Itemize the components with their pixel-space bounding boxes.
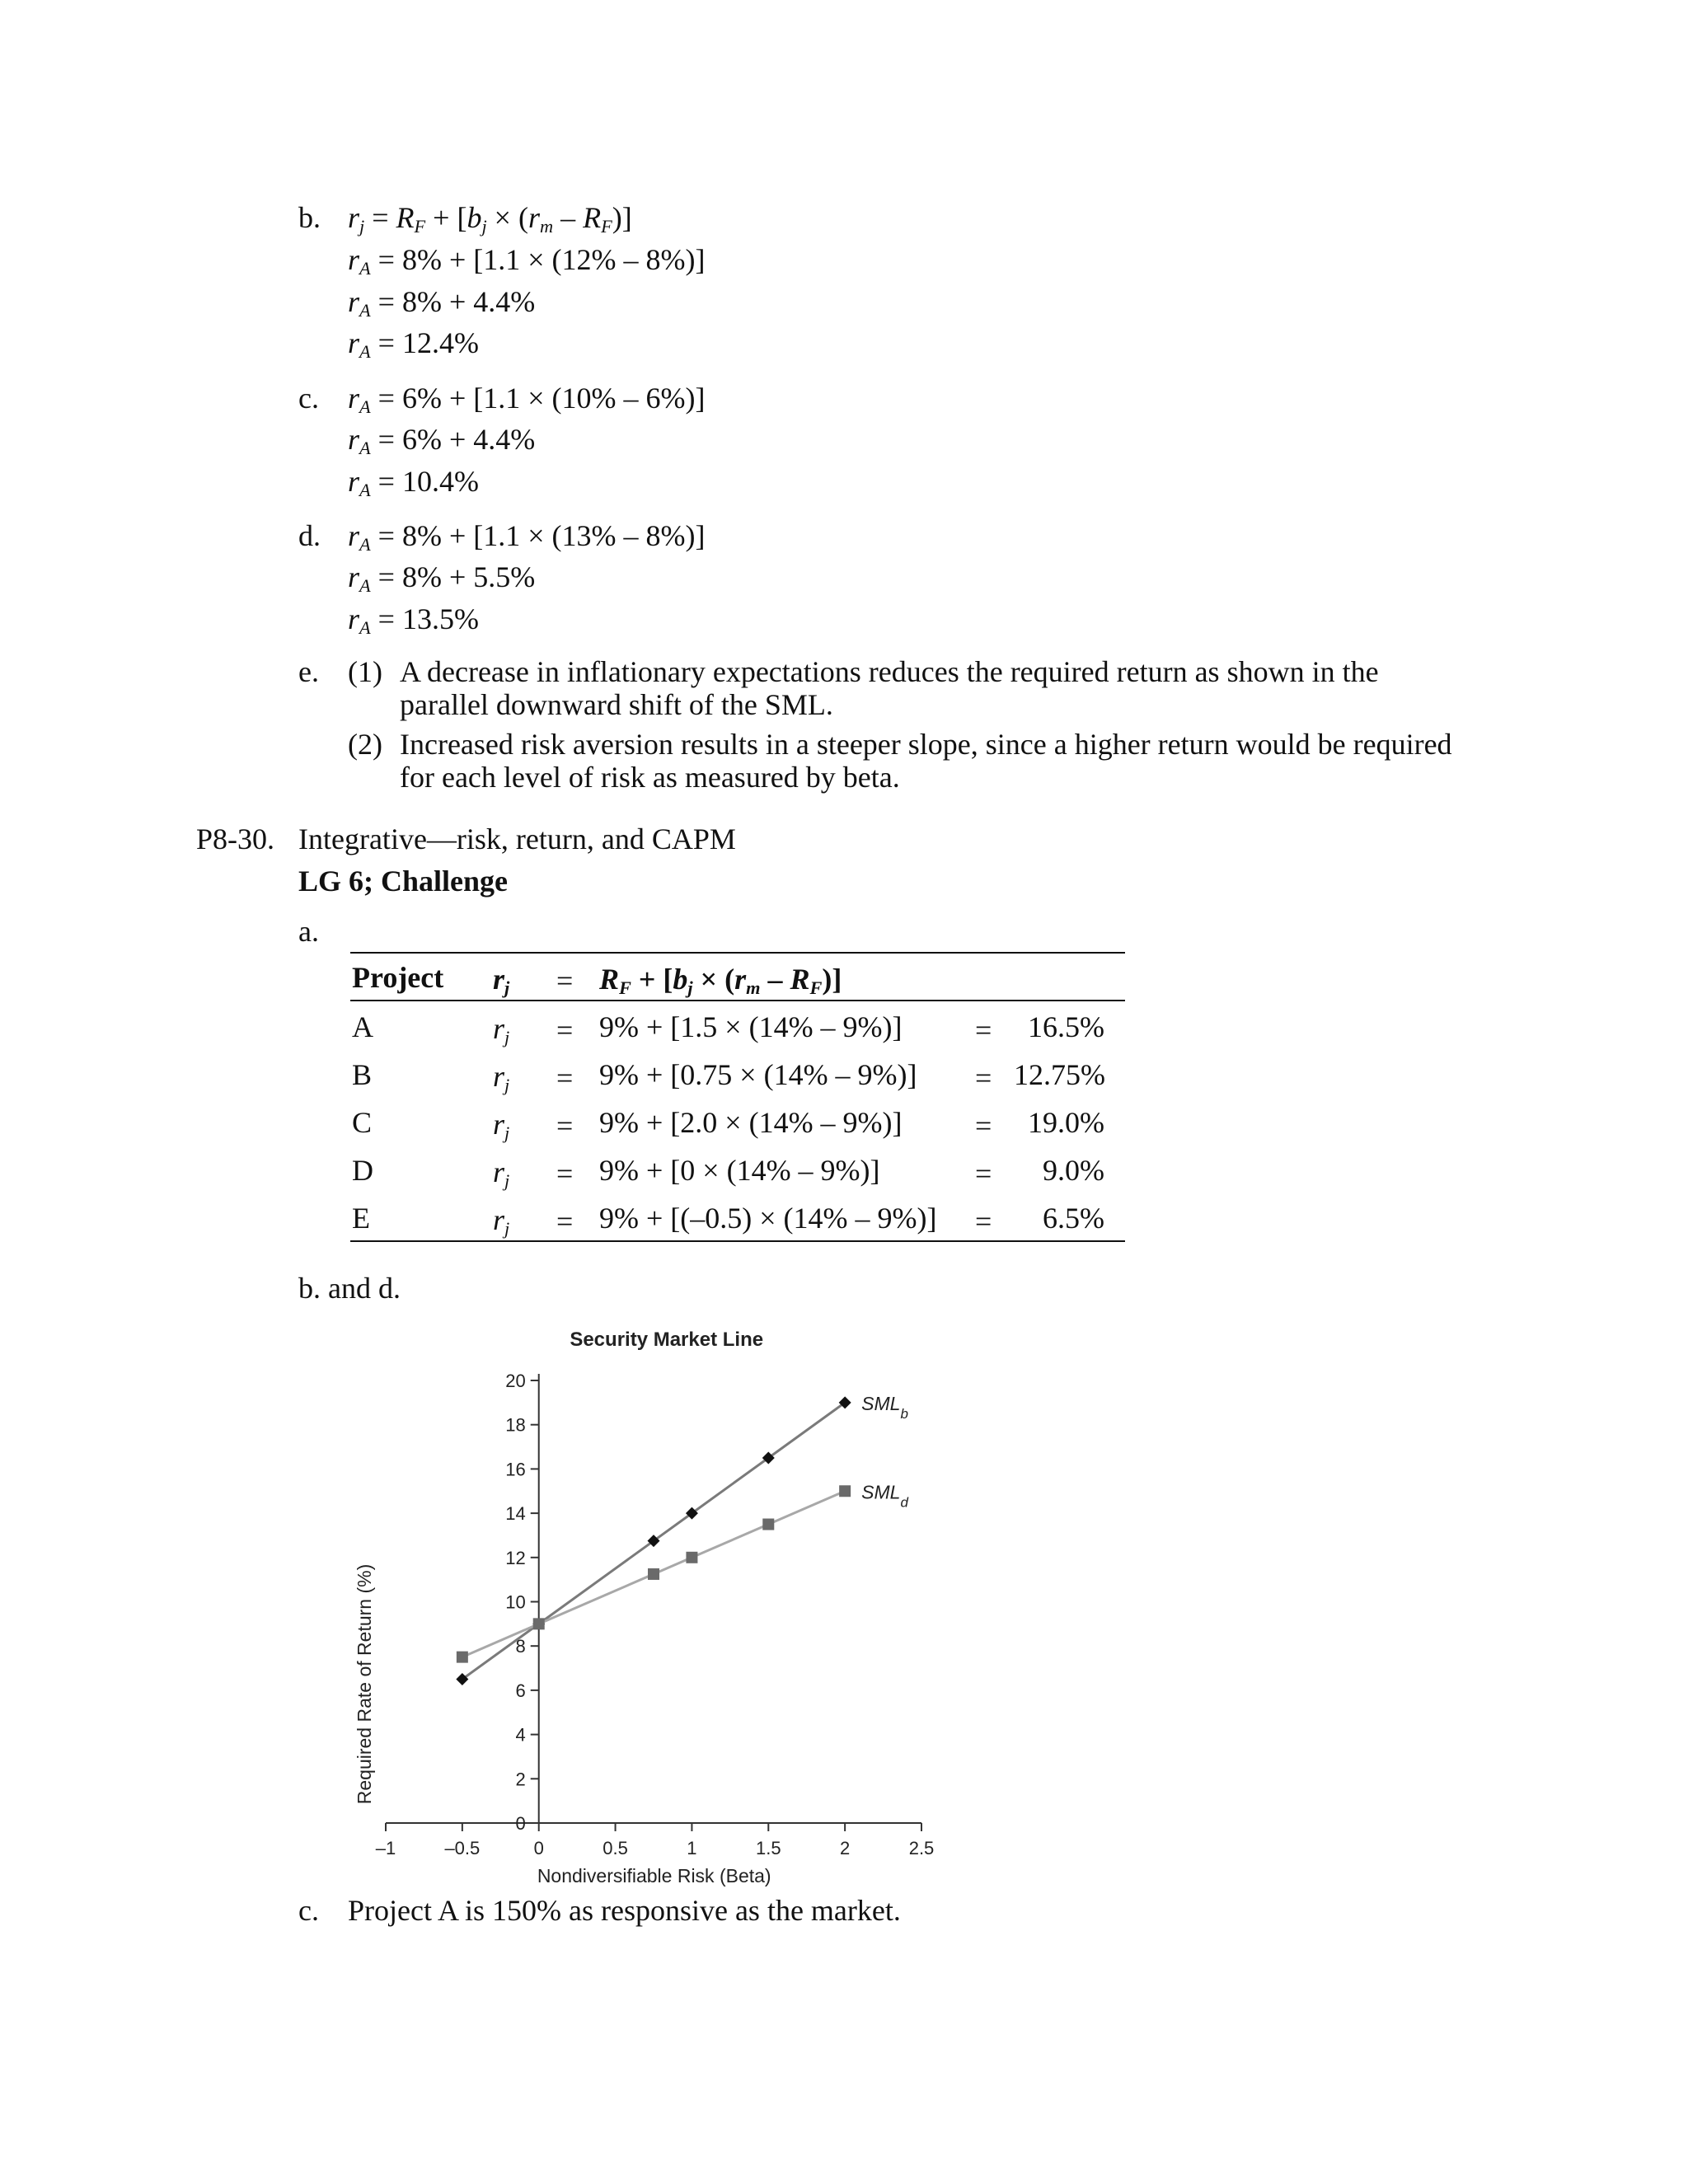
y-tick-label: 12	[505, 1547, 526, 1568]
table-header-eq: =	[556, 964, 574, 997]
part-b-label: b.	[298, 201, 321, 234]
data-point-square	[686, 1552, 697, 1563]
minus: –	[553, 201, 584, 234]
chart-title: Security Market Line	[570, 1329, 764, 1351]
y-tick-label: 20	[505, 1371, 526, 1391]
y-tick-label: 6	[515, 1680, 526, 1701]
sub-F2: F	[601, 216, 612, 237]
end: )]	[822, 963, 842, 996]
data-point-square	[762, 1519, 774, 1530]
data-point-square	[839, 1485, 851, 1497]
x-tick-label: –1	[375, 1838, 396, 1858]
times: × (	[692, 963, 735, 996]
series-label-d: $SML_d$	[861, 1481, 908, 1510]
eq: =	[364, 201, 396, 234]
part-e-item2-line1: Increased risk aversion results in a steeper slope, since a higher return would be required	[400, 728, 1452, 761]
y-axis-label: Required Rate of Return (%)	[354, 1563, 375, 1805]
x-tick-label: 1	[687, 1838, 697, 1858]
sub-F: F	[414, 216, 426, 237]
part-bd-label: b. and d.	[298, 1272, 401, 1305]
x-axis-label: Nondiversifiable Risk (Beta)	[537, 1865, 771, 1886]
table-row-formula: 9% + [0 × (14% – 9%)]	[599, 1154, 880, 1187]
part-e-item1-line2: parallel downward shift of the SML.	[400, 688, 833, 721]
sub-j: j	[504, 1122, 510, 1144]
end: )]	[612, 201, 632, 234]
part-e-item1-num: (1)	[348, 655, 382, 688]
table-header-formula	[599, 963, 842, 999]
data-point-square	[648, 1568, 659, 1580]
sub-A: A	[359, 258, 371, 279]
table-row-rj	[493, 1060, 510, 1096]
sub-A: A	[359, 341, 371, 363]
expr: = 8% + [1.1 × (12% – 8%)]	[377, 243, 706, 276]
minus: –	[760, 963, 790, 996]
y-tick-label: 4	[515, 1724, 526, 1746]
y-tick-label: 0	[515, 1813, 526, 1834]
expr: = 12.4%	[377, 326, 479, 359]
table-row-rj	[493, 1155, 510, 1192]
var-r: r	[348, 201, 360, 234]
var-r: r	[493, 1155, 505, 1188]
var-r: r	[348, 243, 360, 276]
sub-A: A	[359, 300, 371, 321]
y-tick-label: 8	[515, 1636, 526, 1657]
var-r: r	[348, 560, 360, 593]
var-r: r	[348, 326, 360, 359]
sub-j: j	[687, 977, 693, 999]
x-tick-label: 0.5	[603, 1838, 628, 1858]
table-row-eq2: =	[975, 1205, 992, 1238]
sub-j: j	[504, 1218, 510, 1240]
var-R2: R	[583, 201, 602, 234]
part-c2-label: c.	[298, 1894, 319, 1927]
part-b-line3	[348, 285, 536, 321]
part-e-item2-num: (2)	[348, 728, 382, 761]
part-b-line1	[348, 201, 632, 237]
part-c-line1	[348, 382, 706, 418]
table-header-rule	[350, 1000, 1125, 1001]
table-row-eq: =	[556, 1157, 574, 1190]
table-bottom-rule	[350, 1240, 1125, 1242]
y-tick-label: 14	[505, 1503, 526, 1525]
table-header-project: Project	[352, 961, 444, 994]
table-row-eq: =	[556, 1109, 574, 1142]
var-r: r	[734, 963, 747, 996]
sub-m: m	[746, 977, 761, 999]
var-r: r	[493, 1203, 505, 1236]
sub-j: j	[504, 1170, 510, 1192]
var-R: R	[396, 201, 415, 234]
table-row-eq: =	[556, 1205, 574, 1238]
var-b: b	[467, 201, 482, 234]
table-row-project: E	[352, 1202, 370, 1235]
part-c-line3	[348, 465, 479, 501]
table-top-rule	[350, 952, 1125, 954]
part-d-line3	[348, 602, 479, 639]
table-row-project: B	[352, 1058, 373, 1091]
expr: = 6% + 4.4%	[377, 423, 536, 456]
sub-F: F	[809, 977, 823, 999]
table-row-formula: 9% + [0.75 × (14% – 9%)]	[599, 1058, 917, 1091]
var-r: r	[348, 285, 360, 318]
table-row-project: A	[352, 1010, 373, 1043]
sub-j2: j	[481, 216, 487, 237]
x-tick-label: 2.5	[908, 1838, 935, 1858]
table-row-result: 9.0%	[1043, 1154, 1104, 1187]
x-tick-label: 2	[840, 1838, 851, 1858]
table-row-result: 6.5%	[1043, 1202, 1104, 1235]
var-R: R	[790, 963, 810, 996]
times: × (	[486, 201, 528, 234]
x-tick-label: 0	[533, 1838, 544, 1858]
y-tick-label: 10	[505, 1591, 526, 1613]
x-tick-label: 1.5	[755, 1838, 781, 1858]
part-d-line1	[348, 519, 706, 555]
sub-A: A	[359, 480, 371, 501]
var-r: r	[493, 963, 505, 996]
y-tick-label: 18	[505, 1414, 526, 1436]
table-row-rj	[493, 1108, 510, 1144]
var-R: R	[599, 963, 620, 996]
part-e-item1-line1: A decrease in inflationary expectations reduces the required return as shown in the	[400, 655, 1379, 688]
expr: = 10.4%	[377, 465, 479, 498]
expr: = 13.5%	[377, 602, 479, 635]
table-row-result: 16.5%	[1028, 1010, 1104, 1043]
sub-j: j	[504, 1027, 510, 1048]
x-tick-label: –0.5	[444, 1838, 481, 1858]
expr: = 6% + [1.1 × (10% – 6%)]	[377, 382, 706, 415]
part-e-label: e.	[298, 655, 319, 688]
var-r: r	[348, 519, 360, 552]
expr: = 8% + 4.4%	[377, 285, 536, 318]
table-row-eq: =	[556, 1014, 574, 1047]
sub-j: j	[359, 216, 365, 237]
expr: = 8% + [1.1 × (13% – 8%)]	[377, 519, 706, 552]
table-row-formula: 9% + [1.5 × (14% – 9%)]	[599, 1010, 903, 1043]
part-a-label: a.	[298, 915, 319, 948]
problem-number: P8-30.	[196, 823, 275, 855]
sub-A: A	[359, 617, 371, 639]
table-row-eq2: =	[975, 1062, 992, 1094]
sub-A: A	[359, 396, 371, 418]
part-c2-text: Project A is 150% as responsive as the market.	[348, 1894, 901, 1927]
table-row-formula: 9% + [(–0.5) × (14% – 9%)]	[599, 1202, 937, 1235]
table-row-formula: 9% + [2.0 × (14% – 9%)]	[599, 1106, 903, 1139]
table-row-project: C	[352, 1106, 373, 1139]
sub-F: F	[619, 977, 631, 999]
y-tick-label: 2	[515, 1769, 526, 1790]
table-row-rj	[493, 1203, 510, 1240]
table-row-eq2: =	[975, 1014, 992, 1047]
table-row-rj	[493, 1012, 510, 1048]
sml-chart	[330, 1319, 989, 1896]
problem-title: Integrative—risk, return, and CAPM	[298, 823, 736, 855]
var-r: r	[493, 1060, 505, 1093]
data-point-square	[457, 1652, 468, 1663]
problem-subtitle: LG 6; Challenge	[298, 865, 509, 898]
var-r: r	[493, 1108, 505, 1141]
var-r: r	[493, 1012, 505, 1045]
var-rm: r	[528, 201, 540, 234]
table-row-project: D	[352, 1154, 373, 1187]
table-row-result: 19.0%	[1028, 1106, 1104, 1139]
table-row-eq: =	[556, 1062, 574, 1094]
part-d-label: d.	[298, 519, 321, 552]
var-r: r	[348, 602, 360, 635]
sub-m: m	[539, 216, 554, 237]
table-row-eq2: =	[975, 1109, 992, 1142]
var-r: r	[348, 423, 360, 456]
plus: + [	[425, 201, 467, 234]
part-b-line4	[348, 326, 479, 363]
var-r: r	[348, 382, 360, 415]
sub-A: A	[359, 534, 371, 555]
sub-A: A	[359, 575, 371, 597]
part-c-label: c.	[298, 382, 319, 415]
var-r: r	[348, 465, 360, 498]
series-label-b: $SML_b$	[861, 1392, 908, 1422]
table-row-result: 12.75%	[1014, 1058, 1105, 1091]
var-b: b	[673, 963, 688, 996]
table-row-eq2: =	[975, 1157, 992, 1190]
sub-A: A	[359, 438, 371, 459]
data-point-square	[533, 1618, 545, 1629]
part-b-line2	[348, 243, 706, 279]
table-header-rj	[493, 963, 510, 999]
y-tick-label: 16	[505, 1459, 526, 1480]
part-e-item2-line2: for each level of risk as measured by beta.	[400, 761, 900, 794]
part-c-line2	[348, 423, 536, 459]
sub-j: j	[504, 1075, 510, 1096]
expr: = 8% + 5.5%	[377, 560, 536, 593]
sub-j: j	[504, 977, 510, 999]
part-d-line2	[348, 560, 536, 597]
plus: + [	[631, 963, 673, 996]
